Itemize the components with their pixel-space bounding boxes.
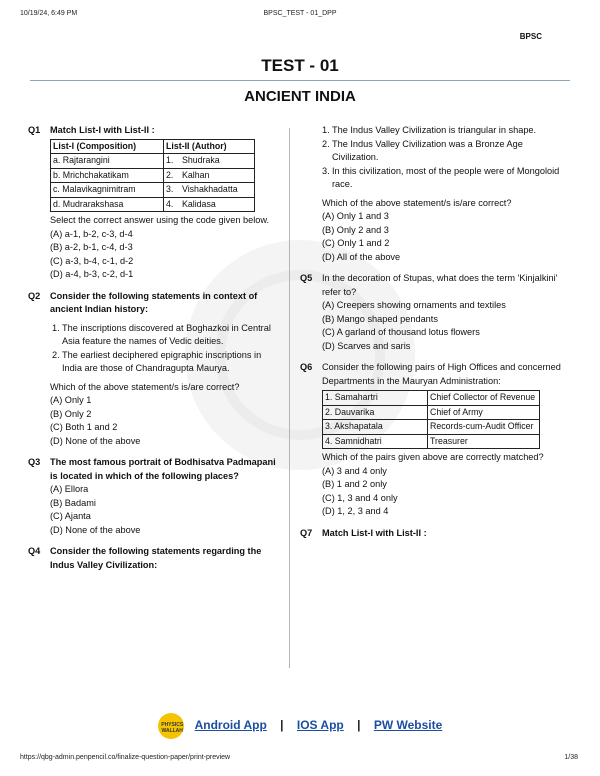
q4-statements bbox=[322, 124, 562, 192]
q6-department: Records-cum-Audit Officer bbox=[428, 420, 540, 435]
right-column bbox=[300, 124, 562, 540]
subject-title: ANCIENT INDIA bbox=[244, 88, 356, 105]
q3-option: (B) Badami bbox=[50, 497, 96, 508]
title-divider bbox=[30, 80, 570, 81]
test-title: TEST - 01 bbox=[261, 56, 339, 75]
q1-instruction: Select the correct answer using the code given below. bbox=[50, 215, 270, 225]
q6-text: Consider the following pairs of High Offices and concerned Departments in the Mauryan Administration: bbox=[322, 362, 561, 386]
question-2 bbox=[28, 290, 278, 449]
q6-department: Chief of Army bbox=[428, 405, 540, 420]
q1-text: Match List-I with List-II : bbox=[50, 125, 155, 135]
pw-website-link[interactable]: PW Website bbox=[373, 718, 443, 733]
q1-option: (A) a-1, b-2, c-3, d-4 bbox=[50, 228, 133, 239]
pw-logo-icon bbox=[158, 713, 184, 739]
ios-app-link[interactable]: IOS App bbox=[296, 718, 344, 733]
q6-office: 2. Dauvarika bbox=[323, 405, 428, 420]
logo-text: PHYSICS WALLAH bbox=[161, 722, 184, 734]
statement-text: The Indus Valley Civilization is triangular in shape. bbox=[332, 125, 537, 135]
q4-number: Q4 bbox=[28, 546, 41, 556]
q1-head-left: List-I (Composition) bbox=[51, 139, 164, 154]
q1-option: (D) a-4, b-3, c-2, d-1 bbox=[50, 269, 134, 279]
app-links-bar bbox=[0, 713, 600, 739]
question-1 bbox=[28, 124, 278, 282]
q6-department: Chief Collector of Revenue bbox=[428, 391, 540, 406]
q1-match-table bbox=[50, 139, 255, 213]
question-4 bbox=[28, 545, 278, 572]
q2-option: (C) Both 1 and 2 bbox=[50, 422, 118, 432]
q4-question: Which of the above statement/s is/are correct? bbox=[322, 197, 512, 208]
link-separator: | bbox=[357, 718, 361, 733]
left-column bbox=[28, 124, 278, 572]
q4-option: (B) Only 2 and 3 bbox=[322, 224, 389, 235]
q6-office: 4. Samnidhatri bbox=[323, 434, 428, 449]
q2-question: Which of the above statement/s is/are correct? bbox=[50, 381, 240, 392]
q1-row-num: 1. bbox=[164, 154, 181, 169]
question-7 bbox=[300, 527, 562, 541]
q1-row-left: a. Rajtarangini bbox=[51, 154, 164, 169]
q1-row-left: b. Mrichchakatikam bbox=[51, 168, 164, 183]
q6-pairs-table bbox=[322, 390, 540, 449]
q6-option: (A) 3 and 4 only bbox=[322, 465, 387, 476]
q2-number: Q2 bbox=[28, 290, 41, 301]
q1-option: (B) a-2, b-1, c-4, d-3 bbox=[50, 242, 133, 252]
statement-text: In this civilization, most of the people were of Mongoloid race. bbox=[332, 165, 560, 189]
question-6 bbox=[300, 361, 562, 519]
print-page-title: BPSC_TEST - 01_DPP bbox=[263, 10, 337, 17]
q3-option: (D) None of the above bbox=[50, 524, 141, 535]
q2-option: (B) Only 2 bbox=[50, 408, 92, 419]
q4-option: (D) All of the above bbox=[322, 251, 401, 262]
print-timestamp: 10/19/24, 6:49 PM bbox=[20, 10, 78, 17]
android-app-link[interactable]: Android App bbox=[194, 718, 267, 733]
q1-head-right: List-II (Author) bbox=[164, 139, 255, 154]
q7-number: Q7 bbox=[300, 527, 313, 538]
q4-option: (C) Only 1 and 2 bbox=[322, 238, 390, 248]
print-page-number: 1/38 bbox=[564, 754, 578, 761]
q3-option: (C) Ajanta bbox=[50, 511, 91, 521]
q2-text: Consider the following statements in context of ancient Indian history: bbox=[50, 290, 258, 314]
q1-number: Q1 bbox=[28, 125, 41, 135]
q4-continued bbox=[322, 124, 562, 264]
statement-number: 1. bbox=[322, 125, 330, 135]
q3-number: Q3 bbox=[28, 457, 41, 467]
column-divider bbox=[289, 128, 290, 668]
statement-number: 3. bbox=[322, 165, 330, 176]
q1-row-left: d. Mudrarakshasa bbox=[51, 197, 164, 212]
q6-number: Q6 bbox=[300, 362, 313, 372]
q2-option: (A) Only 1 bbox=[50, 395, 92, 405]
q1-option: (C) a-3, b-4, c-1, d-2 bbox=[50, 255, 134, 266]
question-5 bbox=[300, 272, 562, 353]
q1-row-num: 4. bbox=[164, 197, 181, 212]
question-3 bbox=[28, 456, 278, 537]
q6-option: (B) 1 and 2 only bbox=[322, 479, 387, 489]
q3-text: The most famous portrait of Bodhisatva Padmapani is located in which of the following places? bbox=[50, 457, 276, 481]
q6-option: (C) 1, 3 and 4 only bbox=[322, 492, 398, 503]
statement-number: 1. bbox=[52, 322, 60, 333]
q1-row-num: 3. bbox=[164, 183, 181, 198]
q5-option: (B) Mango shaped pendants bbox=[322, 313, 438, 324]
statement-number: 2. bbox=[52, 349, 60, 360]
statement-number: 2. bbox=[322, 138, 330, 149]
q6-option: (D) 1, 2, 3 and 4 bbox=[322, 506, 389, 516]
statement-text: The Indus Valley Civilization was a Bronze Age Civilization. bbox=[332, 138, 523, 162]
q5-option: (A) Creepers showing ornaments and textiles bbox=[322, 300, 506, 310]
q1-row-num: 2. bbox=[164, 168, 181, 183]
q5-number: Q5 bbox=[300, 273, 313, 283]
print-url: https://qbg-admin.penpencil.co/finalize-question-paper/print-preview bbox=[20, 754, 231, 761]
q1-row-right: Kalidasa bbox=[180, 197, 255, 212]
q7-text: Match List-I with List-II : bbox=[322, 527, 427, 538]
q6-question: Which of the pairs given above are correctly matched? bbox=[322, 452, 544, 462]
q6-office: 3. Akshapatala bbox=[323, 420, 428, 435]
q1-row-left: c. Malavikagnimitram bbox=[51, 183, 164, 198]
q5-option: (C) A garland of thousand lotus flowers bbox=[322, 327, 480, 337]
q4-text: Consider the following statements regarding the Indus Valley Civilization: bbox=[50, 546, 262, 570]
q4-option: (A) Only 1 and 3 bbox=[322, 211, 389, 221]
statement-text: The inscriptions discovered at Boghazkoi in Central Asia feature the names of Vedic deities. bbox=[62, 322, 271, 346]
q2-statements bbox=[52, 322, 278, 376]
q3-option: (A) Ellora bbox=[50, 484, 89, 494]
statement-text: The earliest deciphered epigraphic inscriptions in India are those of Chandragupta Maurya. bbox=[62, 349, 262, 373]
brand-label: BPSC bbox=[519, 32, 542, 41]
q2-option: (D) None of the above bbox=[50, 435, 141, 446]
q1-row-right: Kalhan bbox=[180, 168, 255, 183]
q5-option: (D) Scarves and saris bbox=[322, 340, 411, 351]
q6-office: 1. Samahartri bbox=[323, 391, 428, 406]
q6-department: Treasurer bbox=[428, 434, 540, 449]
q5-text: In the decoration of Stupas, what does the term 'Kinjalkini' refer to? bbox=[322, 273, 558, 297]
link-separator: | bbox=[280, 718, 284, 733]
q1-row-right: Shudraka bbox=[180, 154, 255, 169]
q1-row-right: Vishakhadatta bbox=[180, 183, 255, 198]
